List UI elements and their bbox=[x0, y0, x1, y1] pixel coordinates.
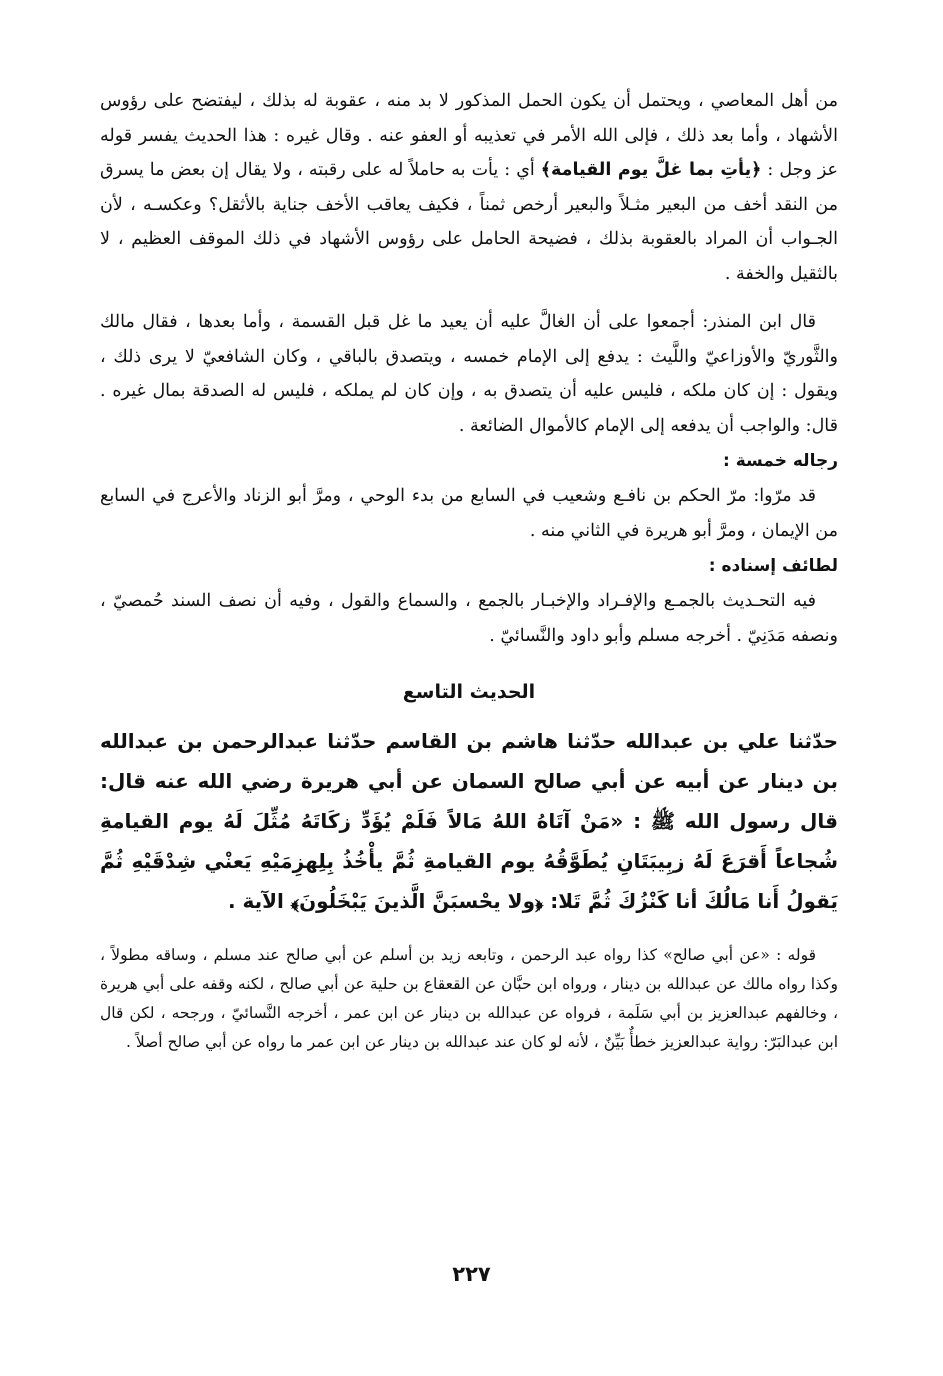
spacer bbox=[100, 291, 838, 305]
section-title: الحديث التاسع bbox=[402, 681, 536, 703]
paragraph-1-part-1: من أهل المعاصي ، ويحتمل أن يكون الحمل المذكور لا بد منه ، عقوبة له بذلك ، ليفتضح على رؤوس الأشهاد ، وأما بعد ذلك ، فإلى الله الأمر في تعذيبه أو العفو عنه . وقال غيره : هذا الحديث يفسر قوله عز وجل : bbox=[100, 91, 839, 180]
quran-quote: ﴿يأتِ بما غلَّ يوم القيامة﴾ bbox=[540, 160, 762, 180]
paragraph-2: قال ابن المنذر: أجمعوا على أن الغالَّ عليه أن يعيد ما غل قبل القسمة ، وأما بعدها ، فقال مالك والثَّوريّ والأوزاعيّ واللَّيث : يدفع إلى الإمام خمسه ، ويتصدق بالباقي ، وكان الشافعيّ لا يرى ذلك ، ويقول : إن كان ملكه ، فليس عليه أن يتصدق به ، وإن كان لم يملكه ، فليس له الصدقة بمال غيره . قال: والواجب أن يدفعه إلى الإمام كالأموال الضائعة . bbox=[100, 312, 838, 436]
commentary-text: قوله : «عن أبي صالح» كذا رواه عبد الرحمن ، وتابعه زيد بن أسلم عن أبي صالح عند مسلم ، وساقه مطولاً ، وكذا رواه مالك عن عبدالله بن دينار ، ورواه ابن حبَّان عن القعقاع بن حلية عن أبي صالح ، لكنه وقفه على أبي هريرة ، وخالفهم عبدالعزيز بن أبي سَلَمة ، فرواه عن عبدالله بن دينار عن ابن عمر ، أخرجه النَّسائيّ ، ورجحه ، لكن قال ابن عبدالبَرّ: رواية عبدالعزيز خطأٌ بَيِّنٌ ، لأنه لو كان عند عبدالله بن دينار عن ابن عمر ما رواه عن أبي صالح أصلاً . bbox=[100, 946, 838, 1051]
paragraph-1-part-2: أي : يأت به حاملاً له على رقبته ، ولا يقال إن بعض ما يسرق من النقد أخف من البعير مثـلاً والبعير أرخص ثمناً ، فكيف يعاقب الأخف جناية بالأثقل؟ وعكسـه ، لأن الجـواب أن المراد بالعقوبة بذلك ، فضيحة الحامل على رؤوس الأشهاد في ذلك الموقف العظيم ، لا بالثقيل والخفة . bbox=[100, 160, 838, 284]
hadith-text: حدّثنا علي بن عبدالله حدّثنا هاشم بن القاسم حدّثنا عبدالرحمن بن عبدالله بن دينار عن أبيه عن أبي صالح السمان عن أبي هريرة رضي الله عنه قال: قال رسول الله ﷺ : «مَنْ آتَاهُ اللهُ مَالاً فَلَمْ يُؤَدِّ زكَاتَهُ مُثِّلَ لَهُ يوم القيامةِ شُجاعاً أَقرَعَ لَهُ زبِيبَتَانِ يُطَوَّقُهُ يوم القيامةِ ثُمَّ يأْخُذُ بِلِهزِمَيْهِ يَعنْي شِدْقَيْهِ ثُمَّ يَقولُ أَنا مَالُكَ أنا كَنْزُكَ ثُمَّ تَلا: ﴿ولا يحْسبَنَّ الَّذينَ يَبْخَلُونَ﴾ الآية . bbox=[100, 729, 838, 913]
paragraph-3: قد مرّوا: مرّ الحكم بن نافـع وشعيب في السابع من بدء الوحي ، ومرَّ أبو الزناد والأعرج في السابع من الإيمان ، ومرَّ أبو هريرة في الثاني منه . bbox=[100, 486, 838, 541]
paragraph-1 bbox=[100, 84, 838, 291]
heading-narrators: رجاله خمسة : bbox=[722, 451, 838, 471]
page-number: ٢٢٧ bbox=[452, 1262, 491, 1286]
heading-isnad-subtleties: لطائف إسناده : bbox=[708, 556, 838, 576]
page-body bbox=[100, 84, 838, 1057]
paragraph-4: فيه التحـديث بالجمـع والإفـراد والإخبـار بالجمع ، والسماع والقول ، وفيه أن نصف السند حُمصيّ ، ونصفه مَدَنِيّ . أخرجه مسلم وأبو داود والنَّسائيّ . bbox=[100, 591, 838, 646]
